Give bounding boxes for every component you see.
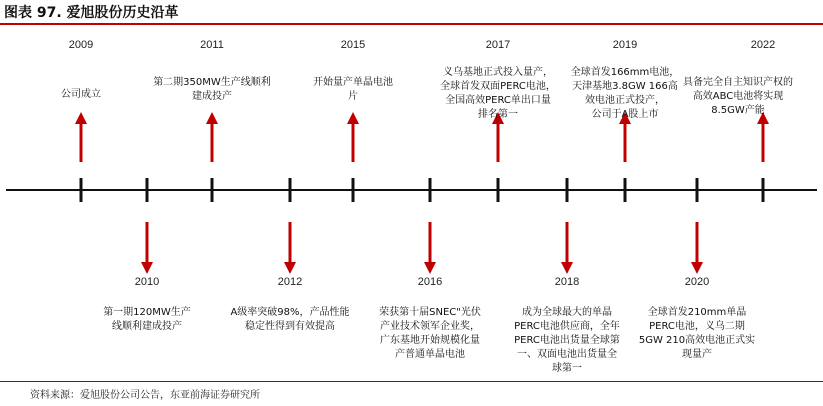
event-description: 公司成立 — [61, 89, 101, 100]
event-description: 第二期350MW生产线顺利 建成投产 — [153, 77, 271, 102]
year-label: 2009 — [68, 39, 94, 51]
source-rule — [0, 381, 823, 382]
year-label: 2016 — [417, 276, 443, 288]
year-label: 2022 — [750, 39, 776, 51]
event-description: 全球首发210mm单晶 PERC电池，义乌二期 5GW 210高效电池正式实 现量产 — [638, 307, 756, 360]
year-label: 2018 — [554, 276, 580, 288]
year-label: 2015 — [340, 39, 366, 51]
year-label: 2017 — [485, 39, 511, 51]
event-description: 成为全球最大的单晶 PERC电池供应商，全年 PERC电池出货量全球第 一、双面电池出货量全 球第一 — [514, 307, 620, 374]
year-label: 2011 — [200, 39, 224, 51]
figure-title: 图表 97. 爱旭股份历史沿革 — [4, 5, 179, 21]
year-label: 2012 — [277, 276, 303, 288]
event-description: 第一期120MW生产 线顺利建成投产 — [103, 307, 191, 332]
year-label: 2019 — [612, 39, 638, 51]
event-description: A级率突破98%，产品性能 稳定性得到有效提高 — [230, 307, 350, 332]
event-description: 具备完全自主知识产权的 高效ABC电池将实现 8.5GW产能 — [683, 77, 793, 116]
year-label: 2020 — [684, 276, 710, 288]
event-description: 全球首发166mm电池， 天津基地3.8GW 166高 效电池正式投产， 公司于A股上市 — [570, 67, 680, 120]
year-label: 2010 — [134, 276, 160, 288]
source-note: 资料来源：爱旭股份公司公告，东亚前海证券研究所 — [30, 390, 260, 401]
event-description: 开始量产单晶电池 片 — [313, 77, 393, 102]
event-description: 义乌基地正式投入量产， 全球首发双面PERC电池， 全国高效PERC单出口量 排名第一 — [440, 67, 556, 120]
event-description: 荣获第十届SNEC"光伏 产业技术领军企业奖， 广东基地开始规模化量 产普通单晶电池 — [379, 307, 481, 360]
